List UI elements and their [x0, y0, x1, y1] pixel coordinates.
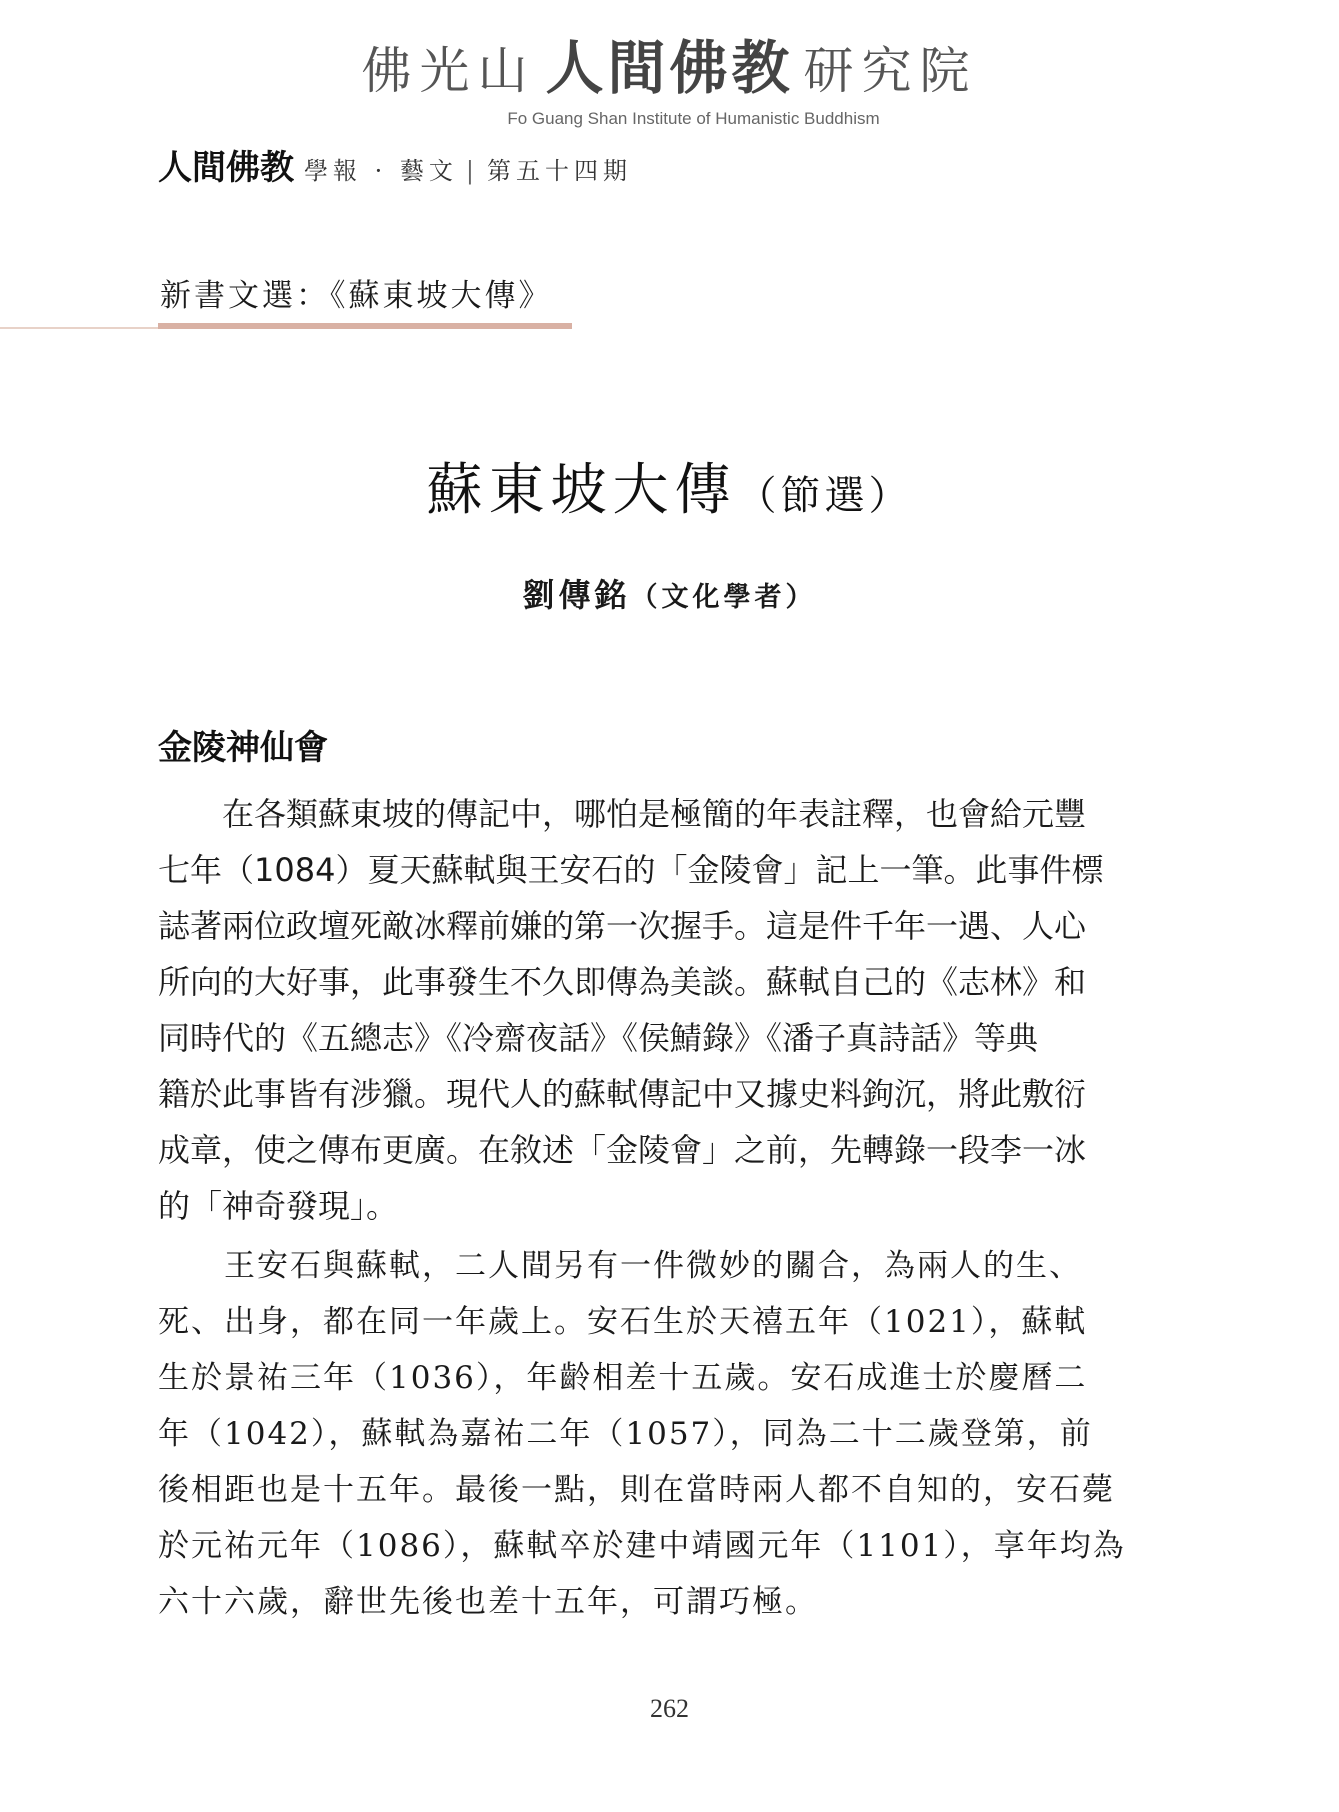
section-rule-left — [0, 327, 160, 329]
institute-header — [0, 36, 1339, 129]
section-label: 新書文選：《蘇東坡大傳》 — [160, 278, 553, 314]
article-title — [0, 446, 1339, 526]
institute-title — [0, 36, 1339, 103]
page-number: 262 — [650, 1694, 689, 1723]
paragraph-line: 籍於此事皆有涉獵。現代人的蘇軾傳記中又據史料鉤沉，將此敷衍 — [158, 1075, 1087, 1113]
paragraph-line: 同時代的《五總志》《冷齋夜話》《侯鯖錄》《潘子真詩話》等典 — [158, 1019, 1039, 1057]
institute-title-left: 佛光山 — [361, 42, 536, 100]
paragraph-line: 七年（1084）夏天蘇軾與王安石的「金陵會」記上一筆。此事件標 — [158, 851, 1104, 889]
paragraph-line: 年（1042），蘇軾為嘉祐二年（1057），同為二十二歲登第，前 — [158, 1416, 1093, 1452]
paragraph-line: 死、出身，都在同一年歲上。安石生於天禧五年（1021），蘇軾 — [158, 1304, 1088, 1340]
journal-separator: | — [465, 157, 479, 185]
article-author — [0, 570, 1339, 616]
paragraph-line: 成章，使之傳布更廣。在敘述「金陵會」之前，先轉錄一段李一冰 — [158, 1131, 1087, 1169]
section-rule-underline — [158, 323, 572, 329]
paragraph-line: 所向的大好事，此事發生不久即傳為美談。蘇軾自己的《志林》和 — [158, 963, 1087, 1001]
journal-running-header — [158, 140, 632, 189]
paragraph-line: 誌著兩位政壇死敵冰釋前嫌的第一次握手。這是件千年一遇、人心 — [158, 907, 1087, 945]
institute-title-right: 研究院 — [803, 42, 978, 100]
paragraph-line: 六十六歲，辭世先後也差十五年，可謂巧極。 — [158, 1584, 818, 1620]
paragraph-line: 王安石與蘇軾，二人間另有一件微妙的關合，為兩人的生、 — [158, 1248, 1082, 1284]
paragraph-line: 後相距也是十五年。最後一點，則在當時兩人都不自知的，安石薨 — [158, 1472, 1115, 1508]
article-title-main: 蘇東坡大傳 — [426, 458, 737, 523]
paragraph-2-quotation — [158, 1238, 1148, 1630]
journal-issue: 第五十四期 — [486, 157, 632, 185]
paragraph-line: 於元祐元年（1086），蘇軾卒於建中靖國元年（1101），享年均為 — [158, 1528, 1126, 1564]
paragraph-line: 在各類蘇東坡的傳記中，哪怕是極簡的年表註釋，也會給元豐 — [158, 795, 1087, 833]
institute-english-name: Fo Guang Shan Institute of Humanistic Buddhism — [507, 109, 880, 128]
institute-title-calligraphy: 人間佛教 — [545, 34, 794, 102]
journal-name: 學報 · 藝文 — [304, 157, 458, 185]
article-title-note: （節選） — [736, 473, 913, 519]
paragraph-line: 生於景祐三年（1036），年齡相差十五歲。安石成進士於慶曆二 — [158, 1360, 1088, 1396]
author-affiliation: （文化學者） — [630, 582, 817, 613]
journal-logo: 人間佛教 — [158, 148, 294, 188]
paragraph-1 — [158, 786, 1148, 1234]
paragraph-line: 的「神奇發現」。 — [158, 1187, 399, 1225]
section-subheading: 金陵神仙會 — [158, 728, 328, 768]
author-name: 劉傳銘 — [522, 576, 631, 614]
